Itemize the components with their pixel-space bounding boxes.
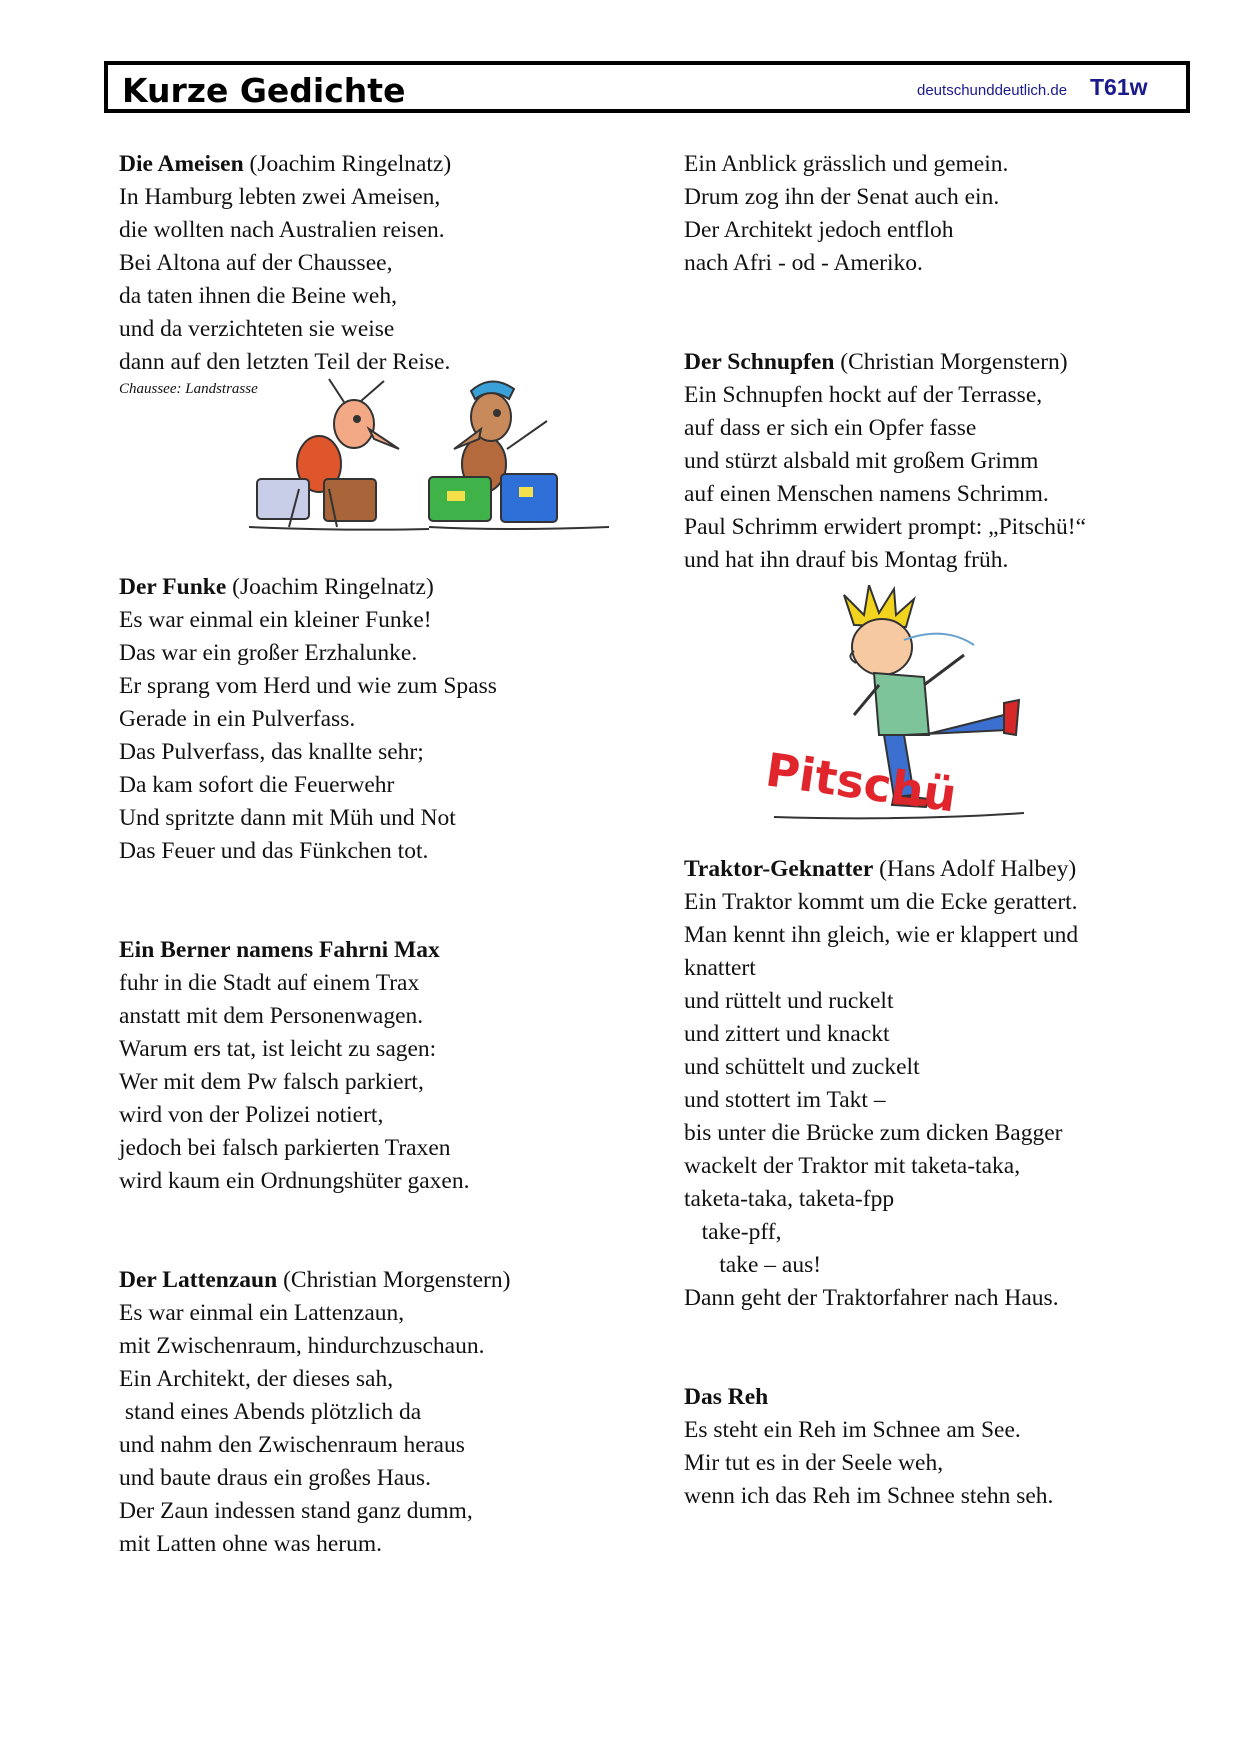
poem-author: (Christian Morgenstern) [834, 349, 1068, 375]
poem-line: Bei Altona auf der Chaussee, [119, 250, 393, 276]
poem-line: Mir tut es in der Seele weh, [684, 1450, 944, 1476]
poem-title: Der Lattenzaun [119, 1267, 278, 1293]
poem-line: da taten ihnen die Beine weh, [119, 283, 397, 309]
poem-line: Warum ers tat, ist leicht zu sagen: [119, 1036, 437, 1062]
poem-line: und hat ihn drauf bis Montag früh. [684, 547, 1009, 573]
poem-line: Es war einmal ein kleiner Funke! [119, 607, 432, 633]
poem-line: Ein Architekt, der dieses sah, [119, 1366, 394, 1392]
poem-heading [119, 934, 679, 967]
poem-line: taketa-taka, taketa-fpp [684, 1186, 895, 1212]
poem-line: wenn ich das Reh im Schnee stehn seh. [684, 1483, 1054, 1509]
poem-line: Ein Traktor kommt um die Ecke gerattert. [684, 889, 1078, 915]
poem-line: take – aus! [684, 1252, 822, 1278]
poem-line: Es steht ein Reh im Schnee am See. [684, 1417, 1021, 1443]
poem-line: und stottert im Takt – [684, 1087, 886, 1113]
poem-funke [119, 571, 679, 868]
poem-heading [119, 1264, 679, 1297]
poem-heading [684, 853, 1224, 886]
page-title: Kurze Gedichte [122, 71, 406, 110]
poem-line: Dann geht der Traktorfahrer nach Haus. [684, 1285, 1059, 1311]
pitschu-word: Pitschü [762, 742, 960, 823]
worksheet-code: T61w [1090, 74, 1148, 100]
poem-line: und nahm den Zwischenraum heraus [119, 1432, 465, 1458]
poem-author: (Hans Adolf Halbey) [873, 856, 1077, 882]
poem-line: knattert [684, 955, 756, 981]
right-column [684, 148, 1224, 1513]
poem-heading [684, 1381, 1224, 1414]
poem-line: In Hamburg lebten zwei Ameisen, [119, 184, 441, 210]
poem-line: bis unter die Brücke zum dicken Bagger [684, 1120, 1063, 1146]
poem-line: Der Zaun indessen stand ganz dumm, [119, 1498, 473, 1524]
sneeze-illustration [684, 577, 1224, 853]
poem-title: Traktor-Geknatter [684, 856, 874, 882]
poem-author: (Joachim Ringelnatz) [243, 151, 452, 177]
poem-title: Das Reh [684, 1384, 769, 1410]
poem-line: Das Pulverfass, das knallte sehr; [119, 739, 424, 765]
poem-heading [119, 148, 679, 181]
poem-line: und rüttelt und ruckelt [684, 988, 894, 1014]
poem-ameisen [119, 148, 679, 571]
poem-author: (Christian Morgenstern) [277, 1267, 511, 1293]
poem-line: Und spritzte dann mit Müh und Not [119, 805, 456, 831]
poem-title: Der Schnupfen [684, 349, 835, 375]
poem-line: Ein Anblick grässlich und gemein. [684, 151, 1009, 177]
poem-line: Er sprang vom Herd und wie zum Spass [119, 673, 497, 699]
poem-line: anstatt mit dem Personenwagen. [119, 1003, 424, 1029]
poem-line: Das war ein großer Erzhalunke. [119, 640, 418, 666]
poem-line: und baute draus ein großes Haus. [119, 1465, 431, 1491]
poem-line: Man kennt ihn gleich, wie er klappert und [684, 922, 1079, 948]
poem-berner [119, 934, 679, 1198]
footnote: Chaussee: Landstrasse [119, 381, 258, 397]
poem-line: Drum zog ihn der Senat auch ein. [684, 184, 1000, 210]
poem-traktor [684, 853, 1224, 1315]
poem-schnupfen [684, 346, 1224, 853]
poem-line: Gerade in ein Pulverfass. [119, 706, 356, 732]
poem-line: Ein Schnupfen hockt auf der Terrasse, [684, 382, 1043, 408]
poem-author: (Joachim Ringelnatz) [226, 574, 434, 600]
poem-line: mit Zwischenraum, hindurchzuschaun. [119, 1333, 485, 1359]
ants-illustration [119, 399, 679, 571]
poem-reh [684, 1381, 1224, 1513]
poem-line: jedoch bei falsch parkierten Traxen [119, 1135, 451, 1161]
sneeze-drawing [754, 585, 1054, 835]
poem-line: stand eines Abends plötzlich da [119, 1399, 422, 1425]
site-name: deutschunddeutlich.de [917, 82, 1068, 99]
poem-lattenzaun-continued [684, 148, 1224, 280]
poem-line: take-pff, [684, 1219, 782, 1245]
poem-line: fuhr in die Stadt auf einem Trax [119, 970, 420, 996]
poem-line: mit Latten ohne was herum. [119, 1531, 382, 1557]
poem-line: Es war einmal ein Lattenzaun, [119, 1300, 405, 1326]
poem-lattenzaun [119, 1264, 679, 1561]
ants-drawing [229, 369, 629, 541]
poem-line: und zittert und knackt [684, 1021, 890, 1047]
poem-line: Da kam sofort die Feuerwehr [119, 772, 395, 798]
poem-line: nach Afri - od - Ameriko. [684, 250, 923, 276]
poem-title: Der Funke [119, 574, 227, 600]
poem-heading [684, 346, 1224, 379]
poem-line: Paul Schrimm erwidert prompt: „Pitschü!“ [684, 514, 1087, 540]
poem-line: dann auf den letzten Teil der Reise. [119, 349, 451, 375]
poem-line: auf dass er sich ein Opfer fasse [684, 415, 977, 441]
poem-line: Der Architekt jedoch entfloh [684, 217, 954, 243]
poem-heading [119, 571, 679, 604]
poem-line: Wer mit dem Pw falsch parkiert, [119, 1069, 424, 1095]
poem-line: und da verzichteten sie weise [119, 316, 395, 342]
poem-line: die wollten nach Australien reisen. [119, 217, 445, 243]
poem-line: wird kaum ein Ordnungshüter gaxen. [119, 1168, 470, 1194]
poem-line: Das Feuer und das Fünkchen tot. [119, 838, 429, 864]
poem-line: auf einen Menschen namens Schrimm. [684, 481, 1049, 507]
poem-line: wackelt der Traktor mit taketa-taka, [684, 1153, 1021, 1179]
poem-line: wird von der Polizei notiert, [119, 1102, 384, 1128]
left-column [119, 148, 679, 1561]
poem-line: und schüttelt und zuckelt [684, 1054, 920, 1080]
poem-title: Ein Berner namens Fahrni Max [119, 937, 440, 963]
poem-title: Die Ameisen [119, 151, 244, 177]
page-header [104, 61, 1190, 113]
poem-line: und stürzt alsbald mit großem Grimm [684, 448, 1039, 474]
